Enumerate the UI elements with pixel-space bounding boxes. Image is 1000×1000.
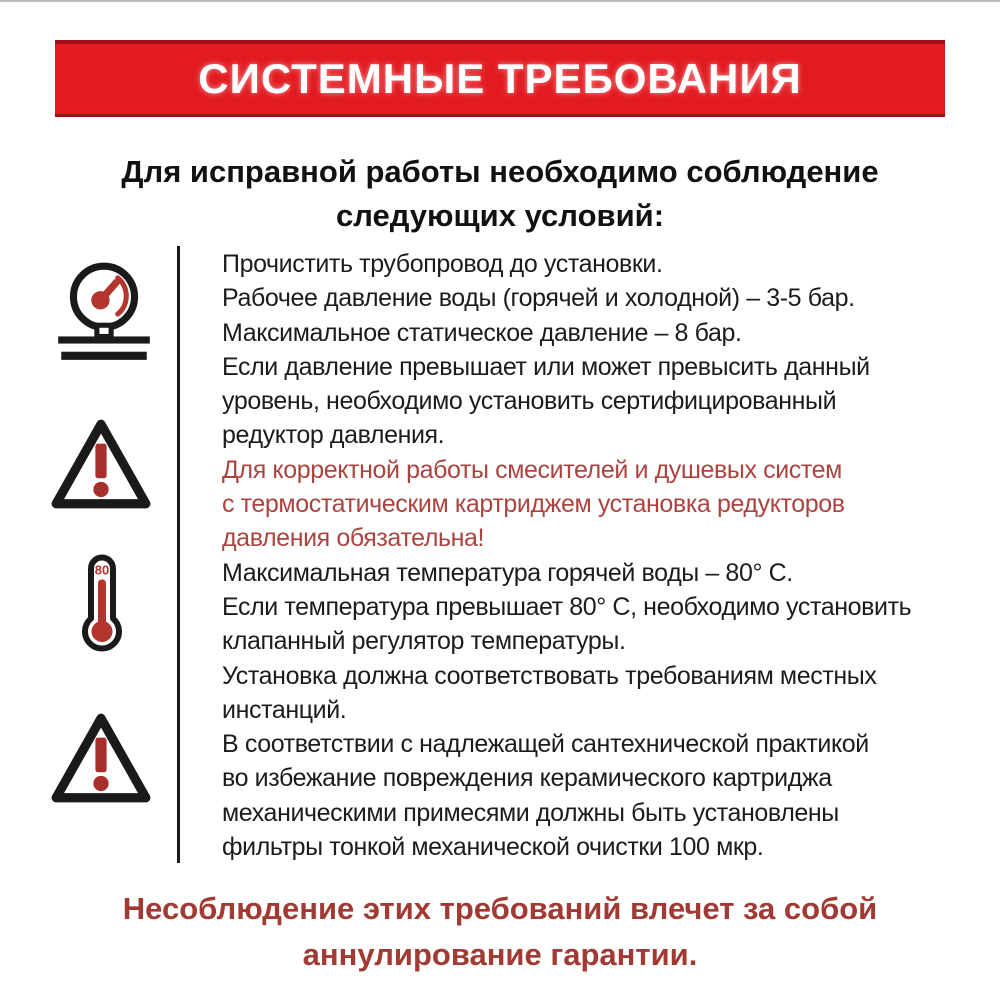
footer-line-2: аннулирование гарантии. xyxy=(302,937,698,972)
requirement-line: Максимальное статическое давление – 8 бар. xyxy=(222,318,742,347)
warning-triangle-icon xyxy=(48,708,154,810)
requirement-line: Для корректной работы смесителей и душевых систем xyxy=(222,455,842,484)
requirement-line: давления обязательна! xyxy=(222,524,485,553)
subtitle xyxy=(0,150,1000,238)
requirement-line: Если давление превышает или может превысить данный xyxy=(222,352,870,381)
warning-triangle-icon xyxy=(48,414,154,516)
requirement-line: уровень, необходимо установить сертифицированный xyxy=(222,387,837,416)
footer-line-1: Несоблюдение этих требований влечет за собой xyxy=(122,891,878,926)
page-top-edge-line xyxy=(0,0,1000,2)
requirement-line: Максимальная температура горячей воды – 80° С. xyxy=(222,558,793,587)
requirement-line: Рабочее давление воды (горячей и холодной) – 3-5 бар. xyxy=(222,284,855,313)
requirement-line: Если температура превышает 80° С, необходимо установить xyxy=(222,592,912,621)
requirements-lines xyxy=(222,247,962,864)
header-banner xyxy=(55,40,945,117)
requirement-line: механическими примесями должны быть установлены xyxy=(222,798,839,827)
requirement-line: инстанций. xyxy=(222,695,347,724)
thermometer-icon xyxy=(70,549,134,656)
pressure-gauge-icon xyxy=(52,256,156,368)
thermometer-80-label: 80 xyxy=(94,562,110,578)
subtitle-line-1: Для исправной работы необходимо соблюдение xyxy=(121,154,879,189)
requirement-line: клапанный регулятор температуры. xyxy=(222,627,626,656)
subtitle-line-2: следующих условий: xyxy=(335,198,665,233)
footer-warning xyxy=(0,886,1000,978)
page-title: СИСТЕМНЫЕ ТРЕБОВАНИЯ xyxy=(198,55,802,102)
requirement-line: редуктор давления. xyxy=(222,421,445,450)
requirement-line: фильтры тонкой механической очистки 100 мкр. xyxy=(222,833,764,862)
requirement-line: В соответствии с надлежащей сантехнической практикой xyxy=(222,730,869,759)
requirement-line: Прочистить трубопровод до установки. xyxy=(222,250,663,278)
requirement-line: во избежание повреждения керамического картриджа xyxy=(222,764,832,793)
requirement-line: с термостатическим картриджем установка редукторов xyxy=(222,490,845,519)
requirement-line: Установка должна соответствовать требованиям местных xyxy=(222,661,877,690)
vertical-divider-line xyxy=(177,246,180,863)
